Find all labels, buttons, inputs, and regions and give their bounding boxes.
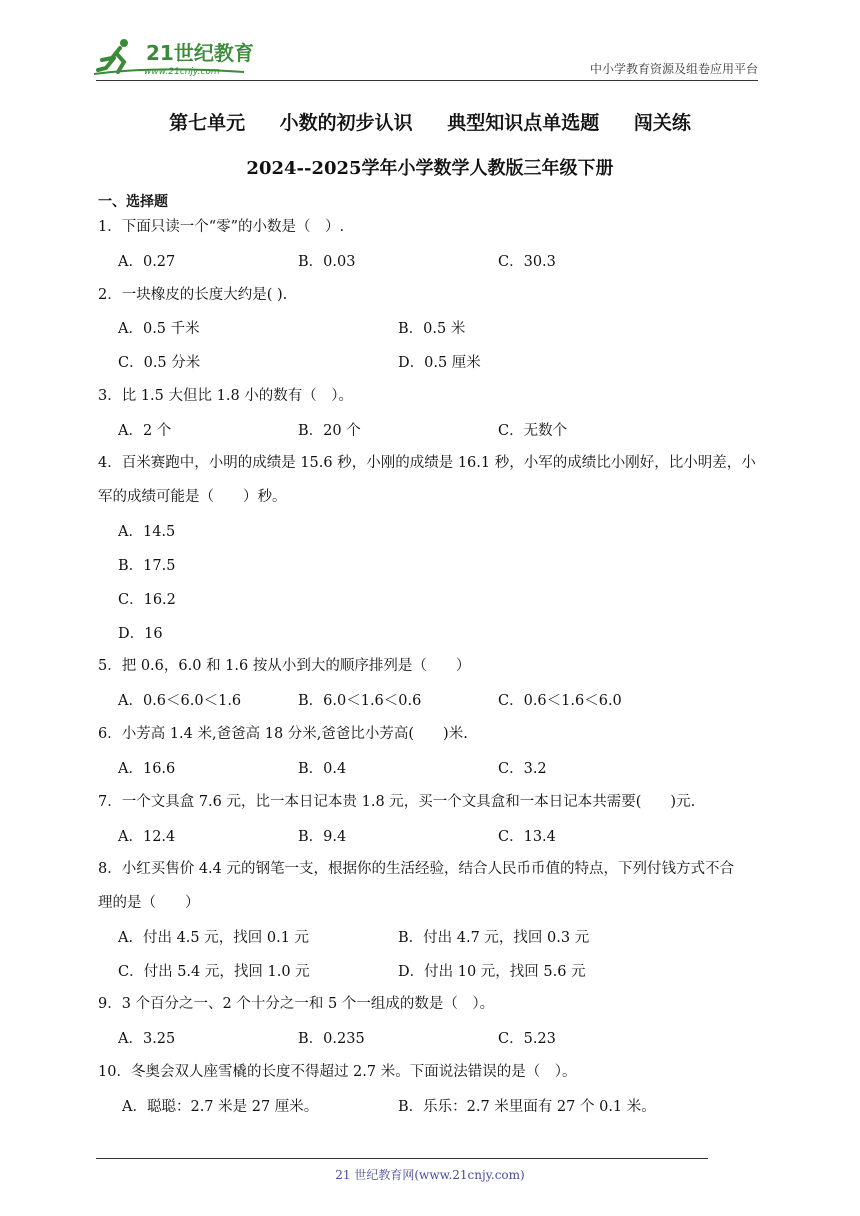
q5-option-c[interactable]: C．0.6＜1.6＜6.0 xyxy=(498,693,622,709)
q4-option-a[interactable]: A．14.5 xyxy=(118,524,176,540)
logo xyxy=(94,36,264,80)
q1-option-c[interactable]: C．30.3 xyxy=(498,254,556,270)
q8-option-c[interactable]: C．付出 5.4 元，找回 1.0 元 xyxy=(118,964,310,980)
q6-option-b[interactable]: B．0.4 xyxy=(298,761,347,777)
q10-option-b[interactable]: B．乐乐：2.7 米里面有 27 个 0.1 米。 xyxy=(398,1099,656,1115)
q9-option-a[interactable]: A．3.25 xyxy=(118,1031,176,1047)
question-3: 3．比 1.5 大但比 1.8 小的数有（ ）。 xyxy=(98,388,354,404)
q8-option-a[interactable]: A．付出 4.5 元，找回 0.1 元 xyxy=(118,930,310,946)
q2-option-c[interactable]: C．0.5 分米 xyxy=(118,355,201,371)
question-8-line2: 理的是（ ） xyxy=(98,895,200,911)
q5-option-a[interactable]: A．0.6＜6.0＜1.6 xyxy=(118,693,242,709)
platform-name: 中小学教育资源及组卷应用平台 xyxy=(589,62,758,76)
q6-option-a[interactable]: A．16.6 xyxy=(118,761,176,777)
q3-option-b[interactable]: B．20 个 xyxy=(298,423,361,439)
question-6: 6．小芳高 1.4 米,爸爸高 18 分米,爸爸比小芳高( )米. xyxy=(98,726,468,742)
question-1: 1．下面只读一个“零”的小数是（ ）. xyxy=(98,219,345,235)
q3-option-a[interactable]: A．2 个 xyxy=(118,423,172,439)
q10-option-a[interactable]: A．聪聪：2.7 米是 27 厘米。 xyxy=(122,1099,319,1115)
question-4-line2: 军的成绩可能是（ ）秒。 xyxy=(98,489,287,505)
question-7: 7．一个文具盒 7.6 元，比一本日记本贵 1.8 元，买一个文具盒和一本日记本共需要( )元. xyxy=(98,794,696,810)
q2-option-a[interactable]: A．0.5 千米 xyxy=(118,321,200,337)
q4-option-b[interactable]: B．17.5 xyxy=(118,558,176,574)
q4-option-c[interactable]: C．16.2 xyxy=(118,592,176,608)
footer-divider xyxy=(96,1158,708,1159)
logo-text: 21世纪教育 xyxy=(146,41,254,65)
q7-option-c[interactable]: C．13.4 xyxy=(498,829,556,845)
q2-option-d[interactable]: D．0.5 厘米 xyxy=(398,355,481,371)
q8-option-b[interactable]: B．付出 4.7 元，找回 0.3 元 xyxy=(398,930,590,946)
question-5: 5．把 0.6，6.0 和 1.6 按从小到大的顺序排列是（ ） xyxy=(98,658,471,674)
q6-option-c[interactable]: C．3.2 xyxy=(498,761,547,777)
question-4-line1: 4．百米赛跑中，小明的成绩是 15.6 秒，小刚的成绩是 16.1 秒，小军的成绩比小刚好，比小明差，小 xyxy=(98,455,756,471)
q8-option-d[interactable]: D．付出 10 元，找回 5.6 元 xyxy=(398,964,586,980)
q9-option-c[interactable]: C．5.23 xyxy=(498,1031,556,1047)
question-8-line1: 8．小红买售价 4.4 元的钢笔一支，根据你的生活经验，结合人民币币值的特点，下列付钱方式不合 xyxy=(98,861,734,877)
footer-text: 21 世纪教育网(www.21cnjy.com) xyxy=(335,1168,525,1182)
q2-option-b[interactable]: B．0.5 米 xyxy=(398,321,466,337)
q5-option-b[interactable]: B．6.0＜1.6＜0.6 xyxy=(298,693,422,709)
q3-option-c[interactable]: C．无数个 xyxy=(498,423,568,439)
title-line2: 2024--2025学年小学数学人教版三年级下册 xyxy=(246,158,614,179)
question-10: 10．冬奥会双人座雪橇的长度不得超过 2.7 米。下面说法错误的是（ ）。 xyxy=(98,1064,577,1080)
question-9: 9．3 个百分之一、2 个十分之一和 5 个一组成的数是（ ）。 xyxy=(98,996,495,1012)
q7-option-a[interactable]: A．12.4 xyxy=(118,829,176,845)
section-heading: 一、选择题 xyxy=(98,194,168,210)
q7-option-b[interactable]: B．9.4 xyxy=(298,829,347,845)
logo-url: www.21cnjy.com xyxy=(144,67,220,77)
q4-option-d[interactable]: D．16 xyxy=(118,626,163,642)
header-divider xyxy=(96,80,758,81)
q1-option-b[interactable]: B．0.03 xyxy=(298,254,356,270)
question-2: 2．一块橡皮的长度大约是( ). xyxy=(98,287,288,303)
q9-option-b[interactable]: B．0.235 xyxy=(298,1031,365,1047)
title-line1: 第七单元 小数的初步认识 典型知识点单选题 闯关练 xyxy=(169,112,691,134)
q1-option-a[interactable]: A．0.27 xyxy=(118,254,176,270)
